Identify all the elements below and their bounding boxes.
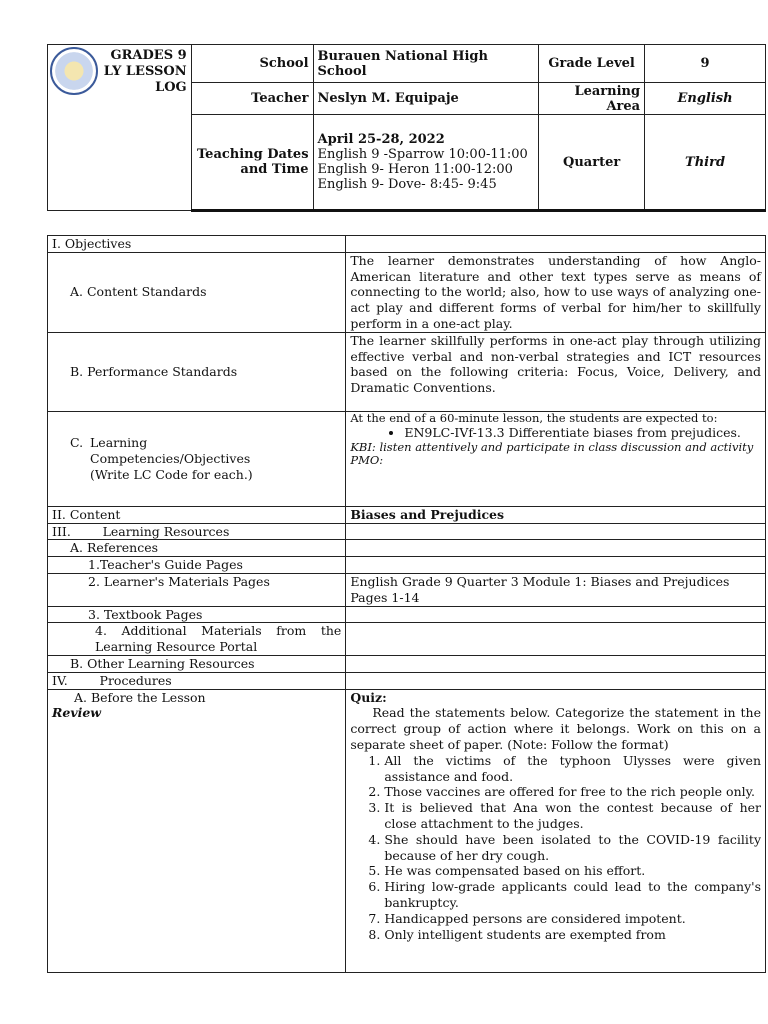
before-lesson-cell	[48, 689, 346, 972]
empty-cell	[346, 672, 766, 689]
content-standards-text: The learner demonstrates understanding of how Anglo-American literature and other text types serve as means of connecting to the world; also, how to use ways of analyzing one-act play and different forms of verbal for him/her to skillfully perform in a one-act play.	[346, 252, 766, 332]
header-table	[47, 44, 766, 212]
competencies-label: C. Learning Competencies/Objectives (Write LC Code for each.)	[48, 411, 346, 506]
additional-materials-label: 4. Additional Materials from the Learning Resource Portal	[48, 623, 346, 656]
competencies-intro: At the end of a 60-minute lesson, the students are expected to:	[350, 410, 718, 425]
quiz-title: Quiz:	[350, 689, 387, 705]
list-item: 2. Those vaccines are offered for free to the rich people only.	[384, 784, 761, 800]
dates-line: English 9 -Sparrow 10:00-11:00	[317, 147, 528, 162]
review-label: Review	[52, 705, 102, 721]
learning-area-label: Learning Area	[539, 83, 645, 115]
list-item: 1. All the victims of the typhoon Ulysses were given assistance and food.	[384, 753, 761, 785]
empty-cell	[346, 655, 766, 672]
content-value: Biases and Prejudices	[346, 506, 766, 523]
objectives-label: I. Objectives	[48, 236, 346, 253]
empty-cell	[346, 523, 766, 540]
competencies-value	[346, 411, 766, 506]
school-value: Burauen National High School	[313, 45, 539, 83]
list-item: 4. She should have been isolated to the COVID-19 facility because of her dry cough.	[384, 832, 761, 864]
list-item: • EN9LC-IVf-13.3 Differentiate biases from prejudices.	[404, 425, 761, 441]
content-label: II. Content	[48, 506, 346, 523]
dates-line: English 9- Dove- 8:45- 9:45	[317, 177, 497, 192]
lesson-log-title: GRADES 9 LY LESSON LOG	[103, 48, 187, 95]
dates-line: April 25-28, 2022	[317, 132, 445, 147]
competencies-list	[350, 425, 761, 441]
table-row	[48, 623, 766, 656]
quarter-value: Third	[645, 115, 766, 211]
list-item: 5. He was compensated based on his effort.	[384, 863, 761, 879]
list-item: 6. Hiring low-grade applicants could lead to the company's bankruptcy.	[384, 879, 761, 911]
learning-area-value: English	[645, 83, 766, 115]
learning-resources-label: III. Learning Resources	[48, 523, 346, 540]
textbook-pages-label: 3. Textbook Pages	[48, 606, 346, 623]
list-item: 3. It is believed that Ana won the contest because of her close attachment to the judges.	[384, 800, 761, 832]
table-row	[48, 506, 766, 523]
empty-cell	[346, 540, 766, 557]
grade-level-value: 9	[645, 45, 766, 83]
table-row	[48, 252, 766, 332]
header-logo-cell	[48, 45, 192, 211]
kbi-text: KBI: listen attentively and participate in class discussion and activity	[350, 439, 754, 454]
table-row	[48, 540, 766, 557]
other-resources-label: B. Other Learning Resources	[48, 655, 346, 672]
empty-cell	[346, 557, 766, 574]
table-row	[48, 606, 766, 623]
school-label: School	[191, 45, 313, 83]
pmo-text: PMO:	[350, 452, 384, 467]
table-row	[48, 236, 766, 253]
table-row	[48, 672, 766, 689]
learners-materials-label: 2. Learner's Materials Pages	[48, 573, 346, 606]
teachers-guide-label: 1.Teacher's Guide Pages	[48, 557, 346, 574]
table-row	[48, 689, 766, 972]
teaching-dates-label: Teaching Dates and Time	[191, 115, 313, 211]
objectives-value	[346, 236, 766, 253]
table-row	[48, 411, 766, 506]
list-item: 7. Handicapped persons are considered impotent.	[384, 911, 761, 927]
learners-materials-value: English Grade 9 Quarter 3 Module 1: Biases and Prejudices Pages 1-14	[346, 573, 766, 606]
table-row	[48, 573, 766, 606]
performance-standards-text: The learner skillfully performs in one-act play through utilizing effective verbal and non-verbal strategies and ICT resources based on the following criteria: Focus, Voice, Delivery, and Dramatic Conventions.	[346, 332, 766, 411]
procedures-label: IV. Procedures	[48, 672, 346, 689]
empty-cell	[346, 606, 766, 623]
lesson-plan-table	[47, 235, 766, 973]
before-lesson-label: A. Before the Lesson	[74, 689, 206, 705]
references-label: A. References	[48, 540, 346, 557]
quiz-cell	[346, 689, 766, 972]
performance-standards-label: B. Performance Standards	[48, 332, 346, 411]
quiz-instructions: Read the statements below. Categorize the statement in the correct group of action where it belongs. Work on this on a separate sheet of paper. (Note: Follow the format)	[350, 705, 761, 752]
table-row	[48, 557, 766, 574]
teacher-label: Teacher	[191, 83, 313, 115]
dates-line: English 9- Heron 11:00-12:00	[317, 162, 513, 177]
content-standards-label: A. Content Standards	[48, 252, 346, 332]
table-row	[48, 332, 766, 411]
table-row	[48, 523, 766, 540]
teacher-value: Neslyn M. Equipaje	[313, 83, 539, 115]
quiz-list	[350, 753, 761, 943]
grade-level-label: Grade Level	[539, 45, 645, 83]
empty-cell	[346, 623, 766, 656]
table-row	[48, 655, 766, 672]
deped-seal-icon	[50, 47, 98, 95]
list-item: 8. Only intelligent students are exempted from	[384, 927, 761, 943]
quarter-label: Quarter	[539, 115, 645, 211]
teaching-dates-value	[313, 115, 539, 211]
